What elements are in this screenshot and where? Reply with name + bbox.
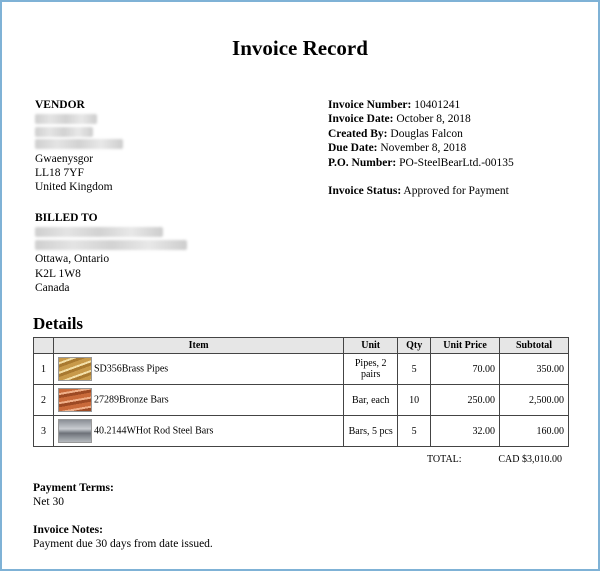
item-name: 40.2144WHot Rod Steel Bars — [93, 425, 214, 437]
invoice-date-value: October 8, 2018 — [396, 113, 471, 126]
po-number-value: PO-SteelBearLtd.-00135 — [399, 156, 514, 169]
invoice-status-label: Invoice Status: — [328, 185, 402, 198]
billed-to-postcode: K2L 1W8 — [35, 267, 81, 280]
table-header-row — [34, 338, 569, 354]
payment-terms-heading: Payment Terms: — [33, 482, 114, 494]
row-item — [53, 416, 343, 447]
redacted-billed-name — [35, 227, 163, 237]
payment-terms-block — [33, 481, 114, 510]
row-unit-price: 250.00 — [431, 385, 500, 416]
table-row — [34, 354, 569, 385]
row-qty: 10 — [398, 385, 431, 416]
invoice-notes-value: Payment due 30 days from date issued. — [33, 538, 213, 551]
row-unit: Bars, 5 pcs — [344, 416, 398, 447]
po-number-row — [328, 156, 514, 170]
vendor-country: United Kingdom — [35, 181, 113, 194]
redacted-vendor-name — [35, 114, 97, 124]
row-subtotal: 350.00 — [500, 354, 569, 385]
col-header-qty: Qty — [398, 338, 431, 354]
vendor-postcode: LL18 7YF — [35, 166, 84, 179]
invoice-number-value: 10401241 — [414, 99, 461, 111]
item-name: SD356Brass Pipes — [93, 363, 169, 375]
created-by-value: Douglas Falcon — [390, 127, 463, 140]
row-qty: 5 — [398, 416, 431, 447]
row-index: 3 — [34, 416, 54, 447]
invoice-status-value: Approved for Payment — [403, 185, 509, 198]
invoice-status-row — [328, 184, 514, 198]
col-header-subtotal: Subtotal — [500, 338, 569, 354]
vendor-heading: VENDOR — [35, 99, 85, 111]
payment-terms-value: Net 30 — [33, 496, 64, 509]
row-unit-price: 70.00 — [431, 354, 500, 385]
invoice-date-label: Invoice Date: — [328, 113, 394, 126]
row-subtotal: 2,500.00 — [500, 385, 569, 416]
steel-bars-image — [58, 419, 92, 443]
row-item — [53, 385, 343, 416]
created-by-label: Created By: — [328, 127, 388, 140]
invoice-notes-heading: Invoice Notes: — [33, 524, 103, 536]
due-date-row — [328, 141, 514, 155]
total-value: CAD $3,010.00 — [498, 454, 562, 465]
redacted-billed-address — [35, 240, 187, 250]
row-index: 2 — [34, 385, 54, 416]
invoice-info-block — [328, 98, 514, 198]
vendor-city: Gwaenysgor — [35, 152, 94, 165]
created-by-row — [328, 127, 514, 141]
table-row — [34, 416, 569, 447]
row-subtotal: 160.00 — [500, 416, 569, 447]
page-title: Invoice Record — [232, 36, 368, 60]
invoice-notes-block — [33, 523, 213, 552]
billed-to-country: Canada — [35, 282, 70, 294]
row-index: 1 — [34, 354, 54, 385]
col-header-item: Item — [53, 338, 343, 354]
row-unit-price: 32.00 — [431, 416, 500, 447]
col-header-unit: Unit — [344, 338, 398, 354]
invoice-number-row — [328, 98, 514, 112]
due-date-label: Due Date: — [328, 142, 378, 155]
col-header-unit-price: Unit Price — [431, 338, 500, 354]
invoice-number-label: Invoice Number: — [328, 99, 412, 111]
total-label: TOTAL: — [427, 454, 462, 465]
row-item — [53, 354, 343, 385]
details-heading: Details — [33, 314, 84, 333]
col-header-index — [34, 338, 54, 354]
billed-to-block — [35, 211, 187, 295]
row-qty: 5 — [398, 354, 431, 385]
items-table — [33, 337, 569, 447]
item-name: 27289Bronze Bars — [93, 394, 169, 406]
table-row — [34, 385, 569, 416]
invoice-date-row — [328, 112, 514, 126]
redacted-vendor-address-2 — [35, 139, 123, 149]
billed-to-city: Ottawa, Ontario — [35, 253, 110, 266]
redacted-vendor-address-1 — [35, 127, 93, 137]
row-unit: Pipes, 2 pairs — [344, 354, 398, 385]
bronze-bars-image — [58, 388, 92, 412]
due-date-value: November 8, 2018 — [380, 142, 467, 155]
po-number-label: P.O. Number: — [328, 156, 397, 169]
billed-to-heading: BILLED TO — [35, 212, 98, 224]
vendor-block — [35, 98, 123, 195]
row-unit: Bar, each — [344, 385, 398, 416]
brass-pipes-image — [58, 357, 92, 381]
